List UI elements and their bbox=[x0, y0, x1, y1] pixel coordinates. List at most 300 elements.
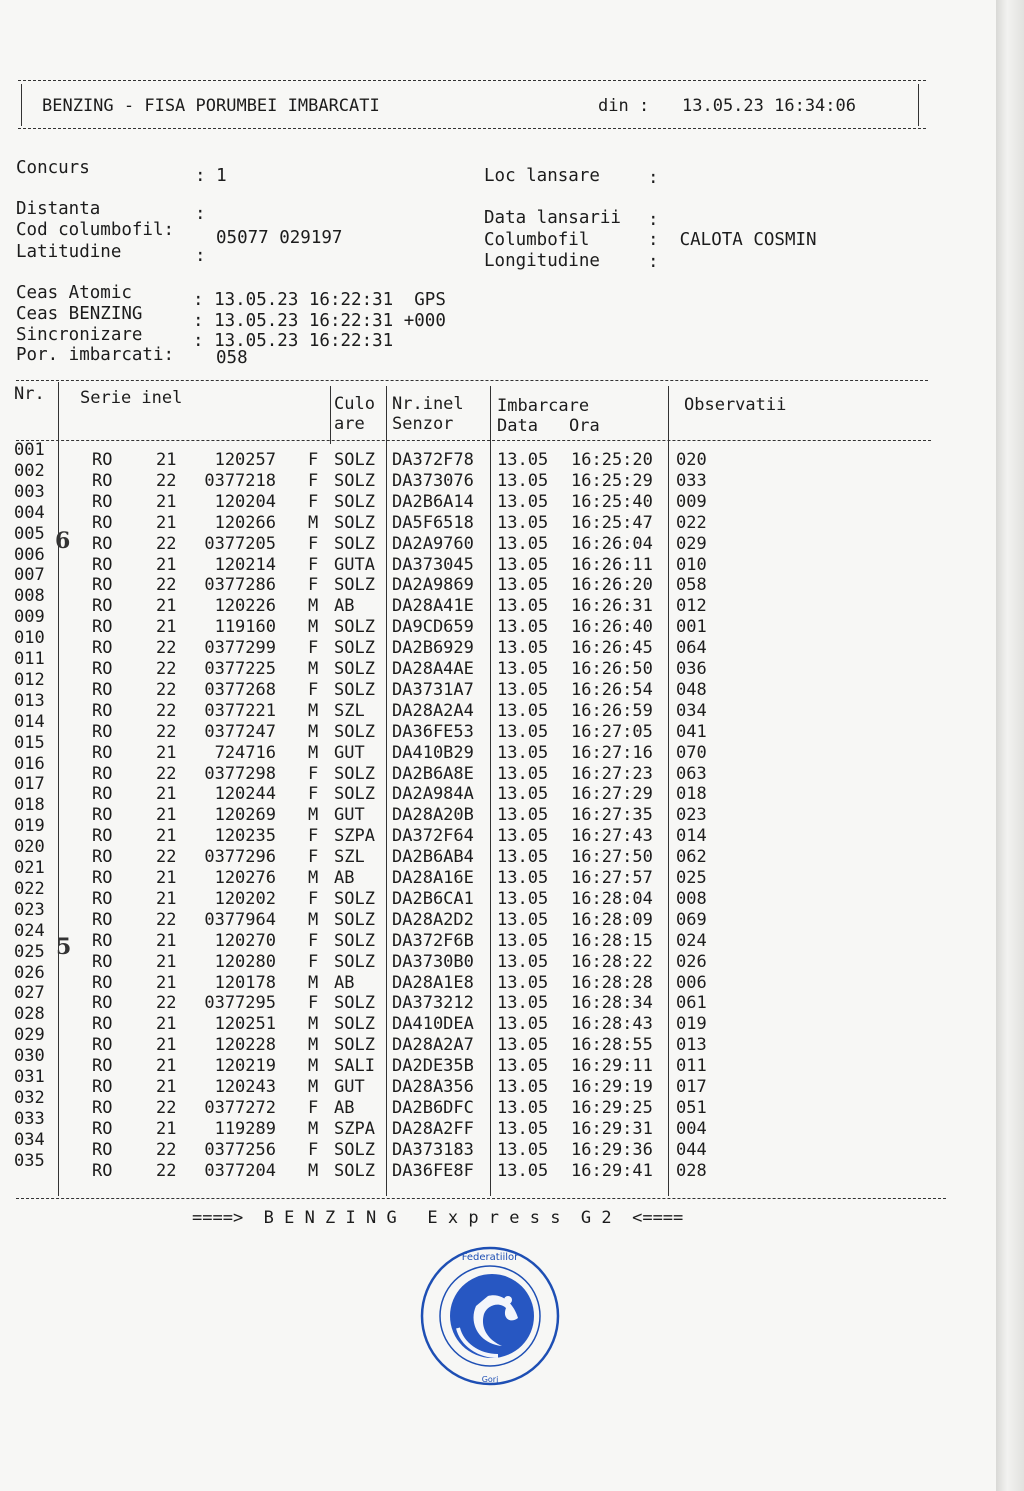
table-row bbox=[0, 920, 1000, 951]
row-country: RO bbox=[92, 470, 113, 491]
row-date: 13.05 bbox=[497, 1077, 549, 1097]
row-observation: 012 bbox=[676, 596, 707, 617]
row-year: 21 bbox=[156, 1077, 177, 1097]
cod-columbofil-label: Cod columbofil: bbox=[16, 220, 175, 240]
row-ring-number: 120178 bbox=[214, 972, 276, 993]
row-ring-number: 0377221 bbox=[204, 700, 276, 721]
row-time: 16:29:31 bbox=[571, 1118, 653, 1139]
table-row bbox=[0, 440, 1000, 470]
row-date: 13.05 bbox=[497, 491, 549, 512]
row-ring-number: 724716 bbox=[214, 742, 276, 763]
table-row bbox=[0, 1025, 1000, 1056]
row-country: RO bbox=[92, 909, 113, 930]
row-observation: 019 bbox=[676, 1014, 707, 1035]
row-country: RO bbox=[92, 700, 113, 721]
row-country: RO bbox=[92, 596, 113, 617]
columbofil-label: Columbofil bbox=[484, 230, 590, 250]
row-date: 13.05 bbox=[497, 1014, 549, 1035]
row-time: 16:28:55 bbox=[571, 1035, 653, 1056]
row-date: 13.05 bbox=[497, 450, 549, 470]
row-year: 21 bbox=[156, 1014, 177, 1035]
row-year: 21 bbox=[156, 1118, 177, 1139]
row-time: 16:29:41 bbox=[571, 1160, 653, 1181]
row-observation: 022 bbox=[676, 512, 707, 533]
row-ring-number: 0377295 bbox=[204, 993, 276, 1014]
distanta-value: : bbox=[195, 204, 206, 224]
row-sex: F bbox=[308, 470, 319, 491]
row-observation: 013 bbox=[676, 1035, 707, 1056]
row-ring-number: 0377204 bbox=[204, 1160, 276, 1181]
row-sensor: DA28A356 bbox=[392, 1077, 474, 1097]
row-ring-number: 120257 bbox=[214, 450, 276, 470]
row-ring-number: 0377218 bbox=[204, 470, 276, 491]
row-year: 21 bbox=[156, 450, 177, 470]
row-nr: 033 bbox=[14, 1108, 45, 1129]
row-ring-number: 0377247 bbox=[204, 721, 276, 742]
row-country: RO bbox=[92, 512, 113, 533]
row-year: 22 bbox=[156, 533, 177, 554]
row-date: 13.05 bbox=[497, 533, 549, 554]
row-sensor: DA2A984A bbox=[392, 784, 474, 805]
row-country: RO bbox=[92, 972, 113, 993]
longitudine-label: Longitudine bbox=[484, 251, 600, 271]
row-year: 21 bbox=[156, 784, 177, 805]
ceas-atomic-value: : 13.05.23 16:22:31 GPS bbox=[193, 290, 446, 310]
row-ring-number: 0377299 bbox=[204, 638, 276, 659]
row-sex: M bbox=[308, 1056, 319, 1077]
row-sex: F bbox=[308, 993, 319, 1014]
row-year: 22 bbox=[156, 679, 177, 700]
row-nr: 034 bbox=[14, 1129, 45, 1150]
row-observation: 064 bbox=[676, 638, 707, 659]
row-nr: 023 bbox=[14, 899, 45, 920]
row-country: RO bbox=[92, 930, 113, 951]
row-color: SZL bbox=[334, 847, 365, 868]
row-color: SOLZ bbox=[334, 1035, 375, 1056]
row-year: 22 bbox=[156, 470, 177, 491]
table-row bbox=[0, 607, 1000, 638]
row-time: 16:28:15 bbox=[571, 930, 653, 951]
row-date: 13.05 bbox=[497, 951, 549, 972]
svg-text:Federatiilor: Federatiilor bbox=[461, 1252, 519, 1263]
table-row bbox=[0, 816, 1000, 847]
row-color: SOLZ bbox=[334, 679, 375, 700]
row-sensor: DA373045 bbox=[392, 554, 474, 575]
row-nr: 013 bbox=[14, 690, 45, 711]
row-nr: 030 bbox=[14, 1046, 45, 1067]
row-date: 13.05 bbox=[497, 1139, 549, 1160]
row-sensor: DA2B6A14 bbox=[392, 491, 474, 512]
row-year: 21 bbox=[156, 512, 177, 533]
row-sex: M bbox=[308, 1035, 319, 1056]
row-observation: 020 bbox=[676, 450, 707, 470]
row-ring-number: 120214 bbox=[214, 554, 276, 575]
row-ring-number: 119160 bbox=[214, 617, 276, 638]
row-sensor: DA28A2D2 bbox=[392, 909, 474, 930]
row-color: SOLZ bbox=[334, 575, 375, 596]
row-sensor: DA3730B0 bbox=[392, 951, 474, 972]
data-lansarii-label: Data lansarii bbox=[484, 208, 621, 228]
row-country: RO bbox=[92, 1035, 113, 1056]
row-color: SOLZ bbox=[334, 784, 375, 805]
row-color: AB bbox=[334, 1097, 355, 1118]
row-date: 13.05 bbox=[497, 721, 549, 742]
table-row bbox=[0, 1129, 1000, 1160]
row-year: 22 bbox=[156, 1139, 177, 1160]
row-nr: 010 bbox=[14, 628, 45, 649]
distanta-label: Distanta bbox=[16, 199, 101, 219]
row-observation: 048 bbox=[676, 679, 707, 700]
row-sex: M bbox=[308, 1077, 319, 1097]
row-sensor: DA28A41E bbox=[392, 596, 474, 617]
row-nr: 002 bbox=[14, 460, 45, 481]
row-year: 22 bbox=[156, 575, 177, 596]
row-country: RO bbox=[92, 784, 113, 805]
row-color: SOLZ bbox=[334, 470, 375, 491]
header-ora: Ora bbox=[569, 416, 600, 436]
row-year: 21 bbox=[156, 888, 177, 909]
row-country: RO bbox=[92, 679, 113, 700]
row-date: 13.05 bbox=[497, 470, 549, 491]
row-date: 13.05 bbox=[497, 847, 549, 868]
row-date: 13.05 bbox=[497, 596, 549, 617]
row-color: SOLZ bbox=[334, 951, 375, 972]
row-time: 16:27:43 bbox=[571, 826, 653, 847]
row-color: SOLZ bbox=[334, 533, 375, 554]
cod-columbofil-value: 05077 029197 bbox=[216, 228, 343, 248]
row-date: 13.05 bbox=[497, 575, 549, 596]
row-date: 13.05 bbox=[497, 784, 549, 805]
row-sex: M bbox=[308, 1118, 319, 1139]
table-row bbox=[0, 711, 1000, 742]
row-color: SOLZ bbox=[334, 888, 375, 909]
row-observation: 011 bbox=[676, 1056, 707, 1077]
header-nr-inel: Nr.inel bbox=[392, 394, 464, 414]
row-observation: 006 bbox=[676, 972, 707, 993]
row-ring-number: 0377272 bbox=[204, 1097, 276, 1118]
table-row bbox=[0, 1150, 1000, 1181]
row-time: 16:27:29 bbox=[571, 784, 653, 805]
row-sex: F bbox=[308, 847, 319, 868]
row-ring-number: 120280 bbox=[214, 951, 276, 972]
row-sensor: DA28A4AE bbox=[392, 659, 474, 679]
row-sex: M bbox=[308, 1014, 319, 1035]
print-date-label: din : bbox=[598, 96, 650, 116]
row-year: 22 bbox=[156, 993, 177, 1014]
row-ring-number: 120244 bbox=[214, 784, 276, 805]
column-divider-serie-head bbox=[330, 386, 331, 444]
row-time: 16:29:25 bbox=[571, 1097, 653, 1118]
row-country: RO bbox=[92, 1160, 113, 1181]
table-row bbox=[0, 753, 1000, 784]
row-nr: 006 bbox=[14, 544, 45, 565]
row-nr: 025 bbox=[14, 941, 45, 962]
row-year: 21 bbox=[156, 972, 177, 993]
row-country: RO bbox=[92, 1014, 113, 1035]
row-ring-number: 120235 bbox=[214, 826, 276, 847]
row-nr: 007 bbox=[14, 565, 45, 586]
header-left-edge bbox=[21, 84, 22, 126]
row-time: 16:26:31 bbox=[571, 596, 653, 617]
data-lansarii-value: : bbox=[648, 210, 659, 230]
row-sensor: DA372F6B bbox=[392, 930, 474, 951]
row-nr: 024 bbox=[14, 920, 45, 941]
row-sex: F bbox=[308, 951, 319, 972]
table-row bbox=[0, 1108, 1000, 1139]
row-observation: 036 bbox=[676, 659, 707, 679]
row-ring-number: 0377964 bbox=[204, 909, 276, 930]
row-year: 22 bbox=[156, 721, 177, 742]
table-row bbox=[0, 858, 1000, 888]
row-observation: 041 bbox=[676, 721, 707, 742]
row-sex: M bbox=[308, 700, 319, 721]
row-ring-number: 119289 bbox=[214, 1118, 276, 1139]
row-sensor: DA2A9760 bbox=[392, 533, 474, 554]
row-nr: 022 bbox=[14, 878, 45, 899]
latitudine-label: Latitudine bbox=[16, 242, 122, 262]
table-row bbox=[0, 795, 1000, 826]
row-sex: F bbox=[308, 491, 319, 512]
row-nr: 015 bbox=[14, 732, 45, 753]
row-date: 13.05 bbox=[497, 659, 549, 679]
row-color: GUT bbox=[334, 805, 365, 826]
row-date: 13.05 bbox=[497, 930, 549, 951]
row-sensor: DA28A2A4 bbox=[392, 700, 474, 721]
row-sex: M bbox=[308, 721, 319, 742]
row-nr: 014 bbox=[14, 711, 45, 732]
row-country: RO bbox=[92, 868, 113, 888]
row-time: 16:25:29 bbox=[571, 470, 653, 491]
sincronizare-label: Sincronizare bbox=[16, 325, 143, 345]
header-bottom-rule bbox=[18, 128, 926, 129]
row-sensor: DA28A1E8 bbox=[392, 972, 474, 993]
header-imbarcare: Imbarcare bbox=[497, 396, 590, 416]
row-observation: 069 bbox=[676, 909, 707, 930]
row-observation: 063 bbox=[676, 763, 707, 784]
row-sex: F bbox=[308, 575, 319, 596]
loc-lansare-value: : bbox=[648, 168, 659, 188]
table-row bbox=[0, 690, 1000, 721]
row-ring-number: 0377205 bbox=[204, 533, 276, 554]
row-country: RO bbox=[92, 554, 113, 575]
row-date: 13.05 bbox=[497, 617, 549, 638]
row-nr: 031 bbox=[14, 1067, 45, 1087]
row-country: RO bbox=[92, 533, 113, 554]
row-sex: M bbox=[308, 909, 319, 930]
document-title: BENZING - FISA PORUMBEI IMBARCATI bbox=[42, 96, 380, 116]
latitudine-value: : bbox=[195, 246, 206, 266]
pigeon-seal-icon bbox=[418, 1244, 563, 1389]
row-year: 22 bbox=[156, 638, 177, 659]
row-sensor: DA373076 bbox=[392, 470, 474, 491]
row-country: RO bbox=[92, 575, 113, 596]
row-sensor: DA3731A7 bbox=[392, 679, 474, 700]
row-nr: 027 bbox=[14, 983, 45, 1004]
row-sensor: DA2DE35B bbox=[392, 1056, 474, 1077]
row-observation: 008 bbox=[676, 888, 707, 909]
row-year: 21 bbox=[156, 930, 177, 951]
table-row bbox=[0, 565, 1000, 596]
row-nr: 018 bbox=[14, 795, 45, 816]
row-country: RO bbox=[92, 1056, 113, 1077]
row-time: 16:27:23 bbox=[571, 763, 653, 784]
table-row bbox=[0, 523, 1000, 554]
row-time: 16:26:50 bbox=[571, 659, 653, 679]
header-senzor: Senzor bbox=[392, 414, 454, 434]
row-ring-number: 120251 bbox=[214, 1014, 276, 1035]
table-row bbox=[0, 586, 1000, 617]
row-ring-number: 120219 bbox=[214, 1056, 276, 1077]
porumbei-imbarcati-value: 058 bbox=[216, 348, 248, 368]
row-sex: M bbox=[308, 596, 319, 617]
row-sensor: DA9CD659 bbox=[392, 617, 474, 638]
row-ring-number: 0377298 bbox=[204, 763, 276, 784]
ceas-atomic-label: Ceas Atomic bbox=[16, 283, 132, 303]
table-row bbox=[0, 544, 1000, 575]
row-observation: 009 bbox=[676, 491, 707, 512]
row-sensor: DA410B29 bbox=[392, 742, 474, 763]
row-time: 16:28:43 bbox=[571, 1014, 653, 1035]
row-color: SZL bbox=[334, 700, 365, 721]
row-country: RO bbox=[92, 1118, 113, 1139]
row-sex: M bbox=[308, 1160, 319, 1181]
row-nr: 011 bbox=[14, 649, 45, 669]
row-time: 16:28:09 bbox=[571, 909, 653, 930]
table-row bbox=[0, 1067, 1000, 1097]
row-time: 16:27:05 bbox=[571, 721, 653, 742]
loc-lansare-label: Loc lansare bbox=[484, 166, 600, 186]
row-sex: M bbox=[308, 805, 319, 826]
row-sensor: DA28A2FF bbox=[392, 1118, 474, 1139]
longitudine-value: : bbox=[648, 252, 659, 272]
table-top-rule bbox=[16, 380, 928, 381]
row-color: SOLZ bbox=[334, 512, 375, 533]
row-color: SALI bbox=[334, 1056, 375, 1077]
row-ring-number: 120202 bbox=[214, 888, 276, 909]
row-country: RO bbox=[92, 617, 113, 638]
row-date: 13.05 bbox=[497, 1035, 549, 1056]
row-year: 21 bbox=[156, 742, 177, 763]
row-year: 21 bbox=[156, 554, 177, 575]
row-year: 21 bbox=[156, 805, 177, 826]
row-sex: F bbox=[308, 1097, 319, 1118]
svg-text:Gorj: Gorj bbox=[481, 1375, 499, 1384]
row-sex: F bbox=[308, 533, 319, 554]
row-color: SOLZ bbox=[334, 450, 375, 470]
row-date: 13.05 bbox=[497, 1097, 549, 1118]
row-sensor: DA2B6DFC bbox=[392, 1097, 474, 1118]
header-serie-inel: Serie inel bbox=[80, 388, 183, 408]
table-row bbox=[0, 732, 1000, 763]
row-date: 13.05 bbox=[497, 909, 549, 930]
row-sex: F bbox=[308, 784, 319, 805]
row-color: SOLZ bbox=[334, 1139, 375, 1160]
row-color: SOLZ bbox=[334, 659, 375, 679]
row-year: 22 bbox=[156, 1097, 177, 1118]
table-row bbox=[0, 774, 1000, 805]
row-observation: 004 bbox=[676, 1118, 707, 1139]
row-time: 16:26:59 bbox=[571, 700, 653, 721]
row-year: 22 bbox=[156, 659, 177, 679]
row-observation: 070 bbox=[676, 742, 707, 763]
footer-brand: ====> B E N Z I N G E x p r e s s G 2 <==== bbox=[192, 1208, 684, 1228]
row-color: AB bbox=[334, 868, 355, 888]
row-country: RO bbox=[92, 888, 113, 909]
row-observation: 051 bbox=[676, 1097, 707, 1118]
row-time: 16:29:19 bbox=[571, 1077, 653, 1097]
row-time: 16:26:20 bbox=[571, 575, 653, 596]
row-country: RO bbox=[92, 721, 113, 742]
row-nr: 035 bbox=[14, 1150, 45, 1171]
row-country: RO bbox=[92, 491, 113, 512]
row-sensor: DA28A16E bbox=[392, 868, 474, 888]
row-sex: F bbox=[308, 826, 319, 847]
print-date-value: 13.05.23 16:34:06 bbox=[682, 96, 856, 116]
row-country: RO bbox=[92, 805, 113, 826]
table-row bbox=[0, 481, 1000, 512]
row-date: 13.05 bbox=[497, 638, 549, 659]
row-sensor: DA372F64 bbox=[392, 826, 474, 847]
row-time: 16:26:54 bbox=[571, 679, 653, 700]
row-country: RO bbox=[92, 659, 113, 679]
row-time: 16:26:11 bbox=[571, 554, 653, 575]
row-color: SOLZ bbox=[334, 491, 375, 512]
row-year: 22 bbox=[156, 1160, 177, 1181]
row-country: RO bbox=[92, 847, 113, 868]
row-nr: 021 bbox=[14, 858, 45, 878]
row-time: 16:26:04 bbox=[571, 533, 653, 554]
row-sex: F bbox=[308, 930, 319, 951]
sincronizare-value: : 13.05.23 16:22:31 bbox=[193, 331, 394, 351]
row-observation: 044 bbox=[676, 1139, 707, 1160]
row-time: 16:28:04 bbox=[571, 888, 653, 909]
row-ring-number: 120226 bbox=[214, 596, 276, 617]
header-nr: Nr. bbox=[14, 384, 45, 404]
row-observation: 010 bbox=[676, 554, 707, 575]
header-right-edge bbox=[918, 84, 919, 126]
row-sensor: DA2B6CA1 bbox=[392, 888, 474, 909]
row-country: RO bbox=[92, 1097, 113, 1118]
row-observation: 023 bbox=[676, 805, 707, 826]
row-observation: 018 bbox=[676, 784, 707, 805]
row-color: SOLZ bbox=[334, 1160, 375, 1181]
header-observatii: Observatii bbox=[684, 395, 787, 415]
row-date: 13.05 bbox=[497, 972, 549, 993]
row-sensor: DA2A9869 bbox=[392, 575, 474, 596]
row-date: 13.05 bbox=[497, 805, 549, 826]
table-row bbox=[0, 649, 1000, 679]
row-sensor: DA373212 bbox=[392, 993, 474, 1014]
row-time: 16:28:28 bbox=[571, 972, 653, 993]
header-culoare-2: are bbox=[334, 414, 365, 434]
row-sex: F bbox=[308, 554, 319, 575]
ceas-benzing-value: : 13.05.23 16:22:31 +000 bbox=[193, 311, 446, 331]
row-nr: 012 bbox=[14, 669, 45, 690]
row-date: 13.05 bbox=[497, 993, 549, 1014]
row-observation: 014 bbox=[676, 826, 707, 847]
row-ring-number: 120276 bbox=[214, 868, 276, 888]
row-ring-number: 0377225 bbox=[204, 659, 276, 679]
row-date: 13.05 bbox=[497, 700, 549, 721]
row-time: 16:26:40 bbox=[571, 617, 653, 638]
row-date: 13.05 bbox=[497, 1160, 549, 1181]
row-date: 13.05 bbox=[497, 826, 549, 847]
row-nr: 009 bbox=[14, 607, 45, 628]
row-observation: 062 bbox=[676, 847, 707, 868]
row-sex: M bbox=[308, 617, 319, 638]
row-sex: F bbox=[308, 888, 319, 909]
row-nr: 003 bbox=[14, 481, 45, 502]
